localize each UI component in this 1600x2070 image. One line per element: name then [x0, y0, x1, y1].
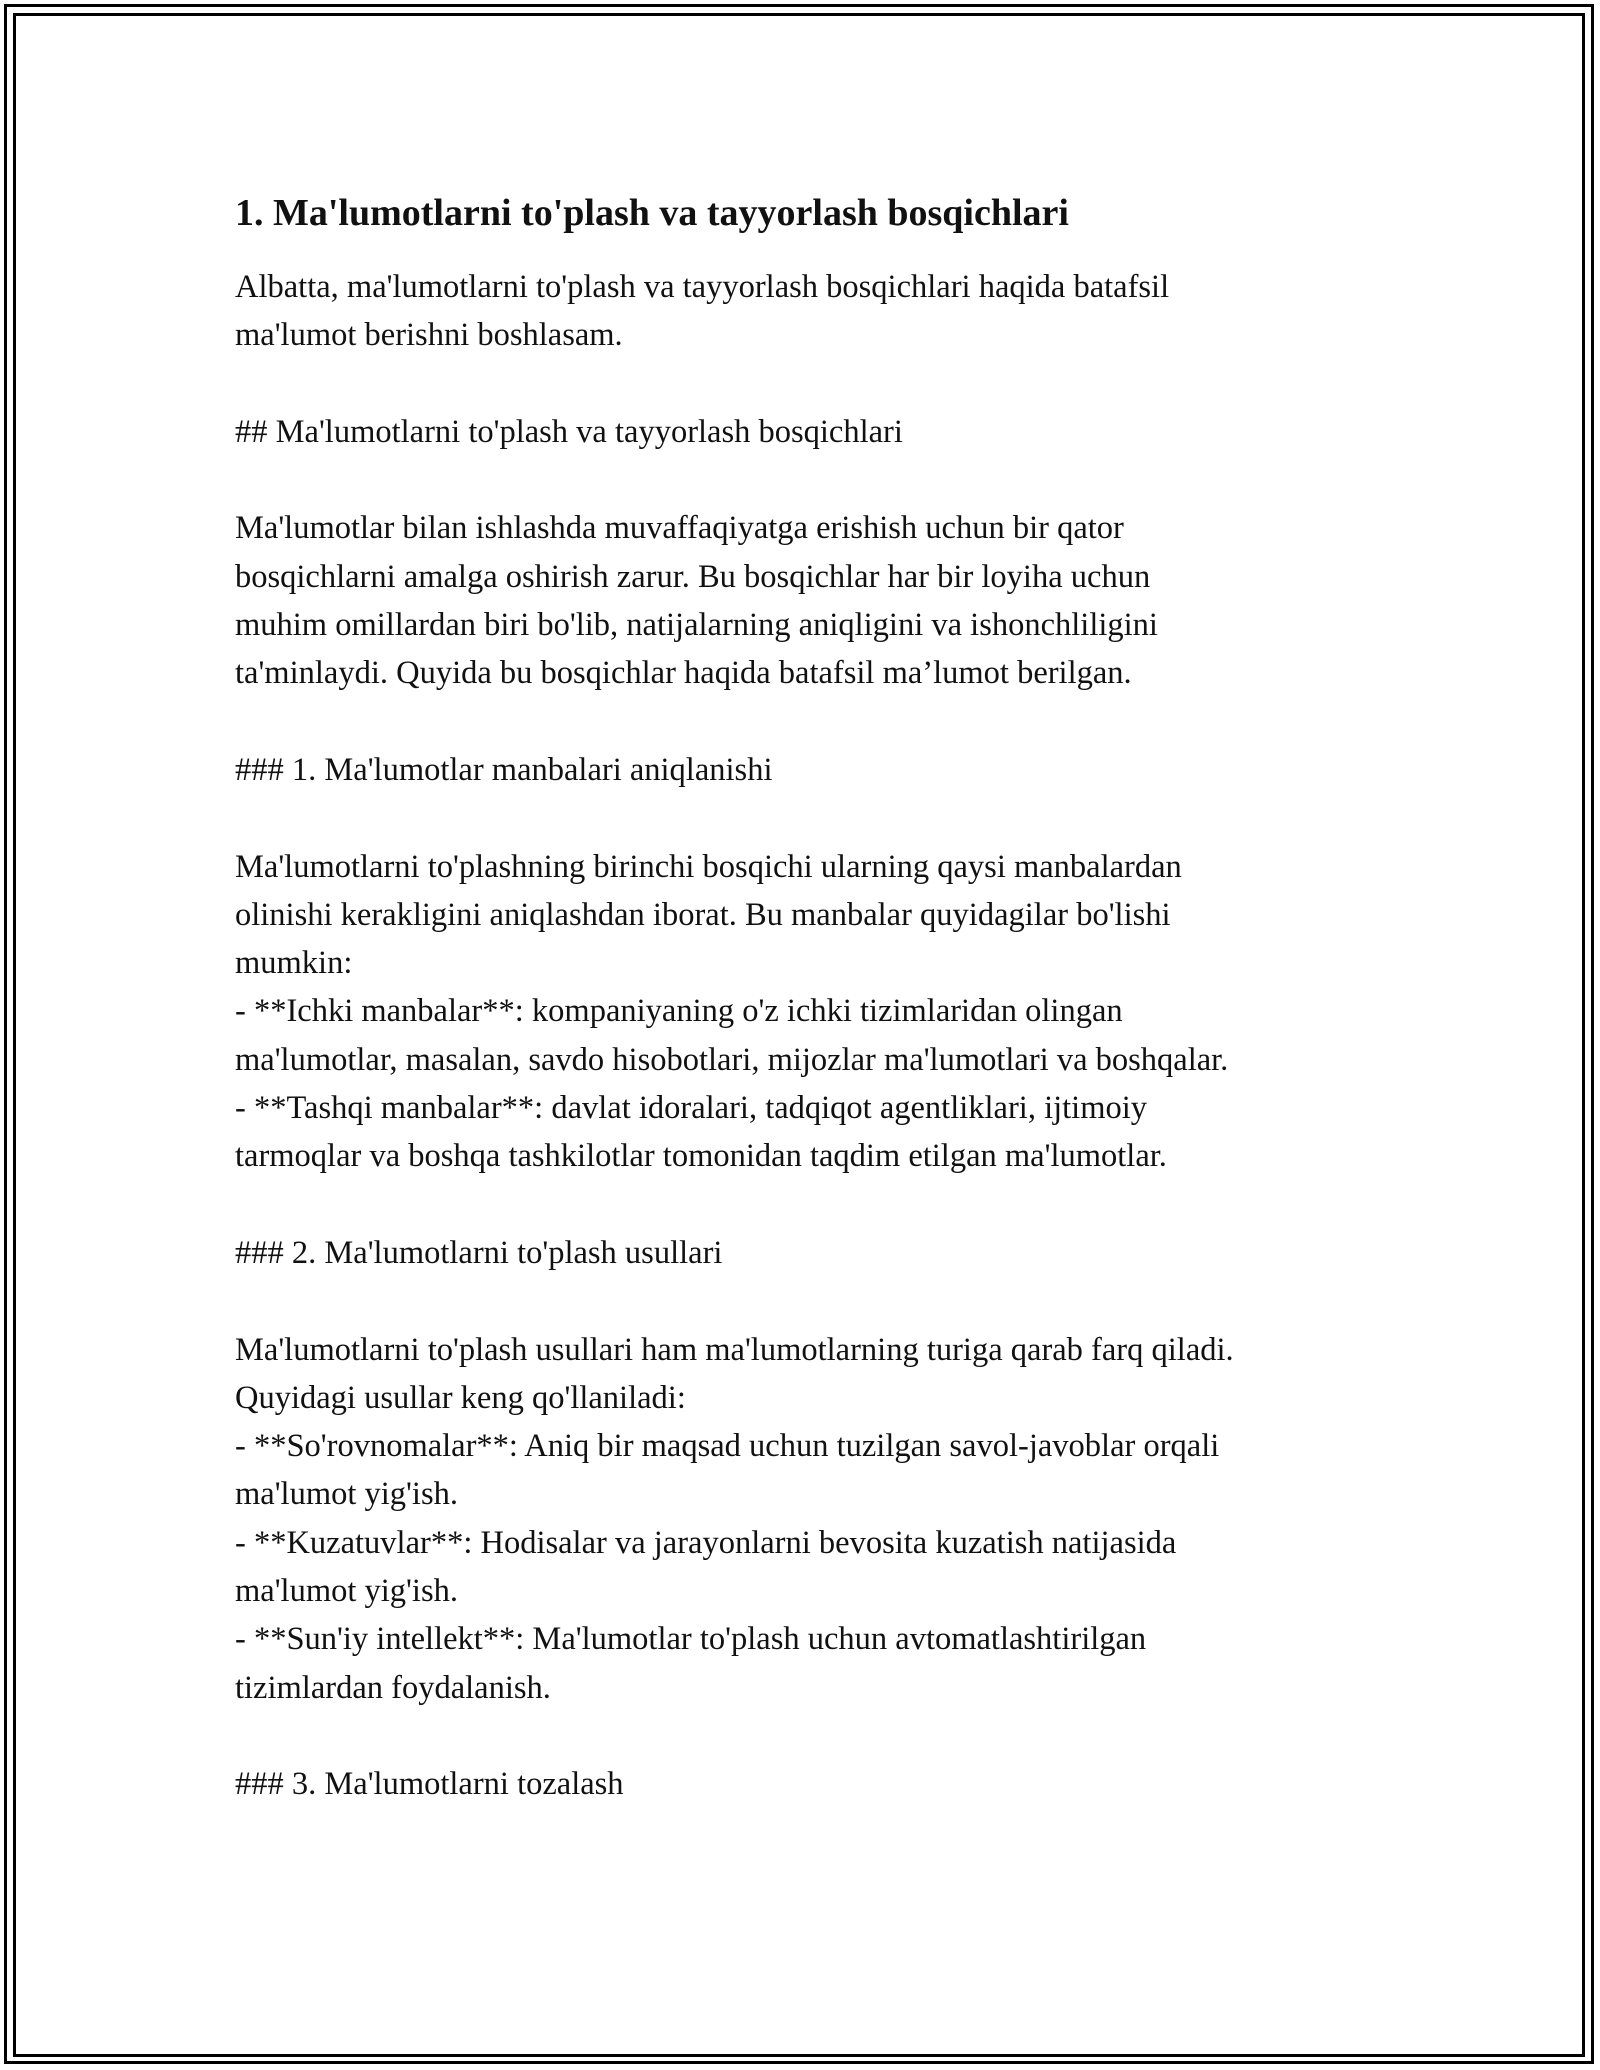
blank-line: [235, 1181, 1385, 1229]
text-line: mumkin:: [235, 945, 353, 982]
blank-line: [235, 456, 1385, 504]
text-line: - **Kuzatuvlar**: Hodisalar va jarayonlarni bevosita kuzatish natijasida: [235, 1524, 1177, 1561]
blank-line: [235, 1277, 1385, 1325]
text-line: - **Ichki manbalar**: kompaniyaning o'z ichki tizimlaridan olingan: [235, 993, 1123, 1030]
text-line: ### 3. Ma'lumotlarni tozalash: [235, 1766, 624, 1803]
blank-line: [235, 794, 1385, 842]
text-line: muhim omillardan biri bo'lib, natijalarning aniqligini va ishonchliligini: [235, 607, 1158, 644]
text-line: - **Tashqi manbalar**: davlat idoralari, tadqiqot agentliklari, ijtimoiy: [235, 1090, 1147, 1127]
text-line: Ma'lumotlarni to'plashning birinchi bosqichi ularning qaysi manbalardan: [235, 848, 1182, 885]
blank-line: [235, 698, 1385, 746]
text-line: ma'lumot berishni boshlasam.: [235, 317, 623, 354]
text-line: ma'lumotlar, masalan, savdo hisobotlari, mijozlar ma'lumotlari va boshqalar.: [235, 1041, 1229, 1078]
text-line: tarmoqlar va boshqa tashkilotlar tomonidan taqdim etilgan ma'lumotlar.: [235, 1138, 1167, 1175]
text-line: Quyidagi usullar keng qo'llaniladi:: [235, 1379, 686, 1416]
text-line: Ma'lumotlar bilan ishlashda muvaffaqiyatga erishish uchun bir qator: [235, 510, 1124, 547]
document-title: 1. Ma'lumotlarni to'plash va tayyorlash bosqichlari: [235, 192, 1069, 234]
text-line: ### 1. Ma'lumotlar manbalari aniqlanishi: [235, 751, 773, 788]
text-line: bosqichlarni amalga oshirish zarur. Bu bosqichlar har bir loyiha uchun: [235, 558, 1151, 595]
text-line: ## Ma'lumotlarni to'plash va tayyorlash bosqichlari: [235, 413, 903, 450]
blank-line: [235, 1712, 1385, 1760]
document-content: [235, 185, 1385, 1809]
text-line: olinishi kerakligini aniqlashdan iborat. Bu manbalar quyidagilar bo'lishi: [235, 896, 1171, 933]
text-line: ### 2. Ma'lumotlarni to'plash usullari: [235, 1234, 723, 1271]
text-line: Ma'lumotlarni to'plash usullari ham ma'lumotlarning turiga qarab farq qiladi.: [235, 1331, 1234, 1368]
text-line: - **So'rovnomalar**: Aniq bir maqsad uchun tuzilgan savol-javoblar orqali: [235, 1428, 1220, 1465]
text-line: ta'minlaydi. Quyida bu bosqichlar haqida batafsil ma’lumot berilgan.: [235, 655, 1132, 692]
text-line: ma'lumot yig'ish.: [235, 1476, 458, 1513]
text-line: Albatta, ma'lumotlarni to'plash va tayyorlash bosqichlari haqida batafsil: [235, 269, 1170, 305]
blank-line: [235, 360, 1385, 408]
text-line: tizimlardan foydalanish.: [235, 1669, 551, 1706]
document-body: [235, 263, 1385, 1809]
text-line: - **Sun'iy intellekt**: Ma'lumotlar to'plash uchun avtomatlashtirilgan: [235, 1621, 1147, 1658]
text-line: ma'lumot yig'ish.: [235, 1573, 458, 1610]
